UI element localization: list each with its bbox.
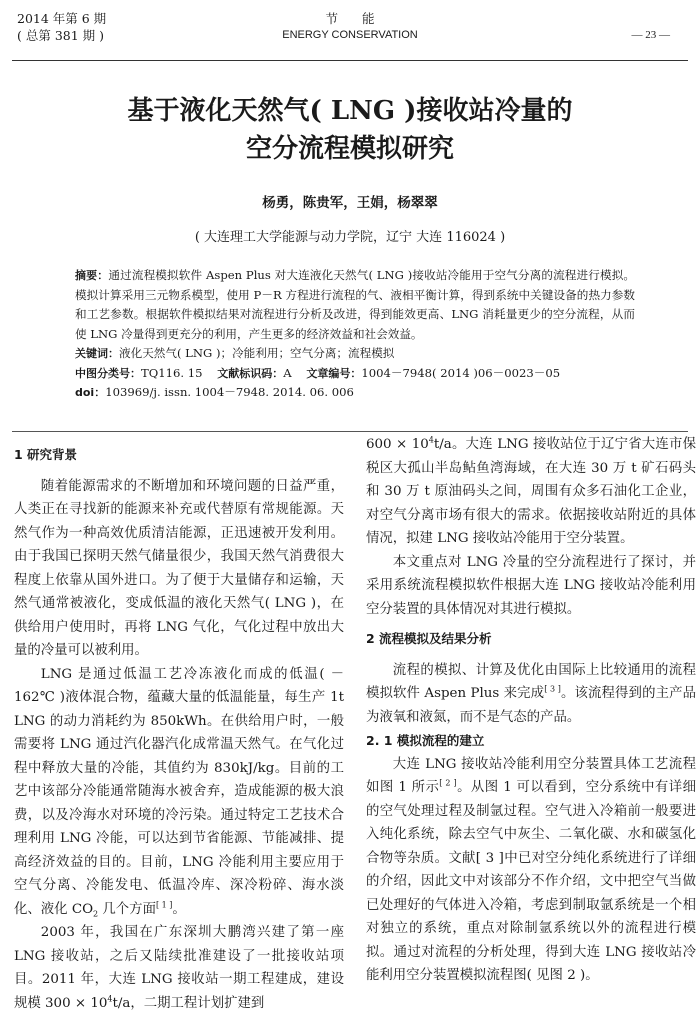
text-run: t/a，二期工程计划扩建到 <box>112 995 265 1011</box>
running-header <box>0 10 700 56</box>
paragraph <box>366 433 696 551</box>
section-heading-1: 1 研究背景 <box>14 447 78 462</box>
abstract-text: 通过流程模拟软件 Aspen Plus 对大连液化天然气( LNG )接收站冷能用于空气分离的流程进行模拟。模拟计算采用三元物系模型，使用 P－R 方程进行流程的气、液相平衡计算，得到系统中关键设备的热力参数和工艺参数。根据软件模拟结果对流程进行分析及改进，得到能效更高、LNG 消耗量更少的空分流程，从而使 LNG 冷量得到更充分的利用，产生更多的经济效益和社会效益。 <box>75 268 636 341</box>
paragraph: 本文重点对 LNG 冷量的空分流程进行了探讨，并采用系统流程模拟软件根据大连 LNG 接收站冷能利用空分装置的具体情况对其进行模拟。 <box>366 554 696 617</box>
text-run: LNG 是通过低温工艺冷冻液化而成的低温( －162℃ )液体混合物，蕴藏大量的低温能量，每生产 1t LNG 的动力消耗约为 850kWh。在供给用户时，一般需要将 LNG 通过汽化器汽化成常温天然气。在气化过程中释放大量的冷能，其值约为 830kJ/kg。目前的工艺中该部分冷能通常随海水被舍弃，造成能源的极大浪费，以及冷海水对环境的冷污染。通过特定工艺技术合理利用 LNG 冷能，可以达到节省能源、节能减排、提高经济效益的目的。目前，LNG 冷能利用主要应用于空气分离、冷能发电、低温冷库、深冷粉碎、海水淡化、液化 CO <box>14 666 344 917</box>
journal-name-cn: 节能 <box>325 11 399 26</box>
journal-name <box>0 10 700 44</box>
abstract-label: 摘要： <box>75 269 109 282</box>
text-run: 2003 年，我国在广东深圳大鹏湾兴建了第一座 LNG 接收站，之后又陆续批准建设了一批接收站项目。2011 年，大连 LNG 接收站一期工程建成，建设规模 300 × 10 <box>14 925 344 1011</box>
abstract <box>75 266 635 344</box>
article-number-value: 1004－7948( 2014 )06－0023－05 <box>361 365 561 380</box>
text-run: 。该流程得到的主产品为液氧和液氮，而不是气态的产品。 <box>366 686 696 725</box>
subsection-heading-2-1: 2. 1 模拟流程的建立 <box>366 733 485 748</box>
article-number-label: 文章编号： <box>306 366 362 380</box>
title-line-2: 空分流程模拟研究 <box>245 134 454 164</box>
affiliation: ( 大连理工大学能源与动力学院，辽宁 大连 116024 ) <box>194 230 506 245</box>
citation: [ 2 ] <box>439 778 457 788</box>
page-number: — 23 — <box>631 29 670 41</box>
doi-line <box>75 383 635 403</box>
citation: [ 3 ] <box>544 684 561 694</box>
volume-number: ( 总第 381 期 ) <box>17 28 105 43</box>
paragraph <box>14 663 344 922</box>
doc-code-value: A <box>283 365 292 380</box>
text-run: 流程的模拟、计算及优化由国际上比较通用的流程模拟软件 Aspen Plus 来完成 <box>366 662 696 701</box>
subscript: 2 <box>93 909 99 919</box>
text-run: 几个方面 <box>98 901 156 917</box>
paragraph <box>366 753 696 988</box>
doc-code-label: 文献标识码： <box>217 366 284 380</box>
left-column <box>14 431 344 1015</box>
paper-title <box>0 92 700 168</box>
section-heading-2: 2 流程模拟及结果分析 <box>366 631 492 646</box>
text-run: 。从图 1 可以看到，空分系统中有详细的空气处理过程及制氩过程。空气进入冷箱前一般要进入纯化系统，除去空气中灰尘、二氧化碳、水和碳氢化合物等杂质。文献[ 3 ]中已对空分纯化系统进行了详细的介绍，因此文中对该部分不作介绍，文中把空气当做已处理好的气体进入冷箱，考虑到制取氩系统是一个相对独立的系统，重点对除制氩系统以外的流程进行模拟。通过对流程的分析处理，得到大连 LNG 接收站冷能利用空分装置模拟流程图( 见图 2 )。 <box>366 780 696 983</box>
text-run: 。 <box>172 901 186 917</box>
abstract-block <box>75 266 635 403</box>
authors: 杨勇，陈贵军，王娟，杨翠翠 <box>262 195 438 211</box>
title-line-1: 基于液化天然气( LNG )接收站冷量的 <box>127 96 573 126</box>
paragraph <box>366 659 696 730</box>
issue-number: 2014 年第 6 期 <box>17 11 107 26</box>
keywords-text: 液化天然气( LNG )；冷能利用；空气分离；流程模拟 <box>119 346 395 360</box>
text-run: t/a。大连 LNG 接收站位于辽宁省大连市保税区大孤山半岛鲇鱼湾海域，在大连 30 万 t 矿石码头和 30 万 t 原油码头之间，周围有众多石油化工企业，对空气分离市场有很大的需求。依据接收站附近的具体情况，拟建 LNG 接收站冷能用于空分装置。 <box>366 437 696 546</box>
superscript: 4 <box>428 435 434 445</box>
right-column <box>366 431 696 988</box>
clc-label: 中图分类号： <box>75 366 141 380</box>
paragraph: 随着能源需求的不断增加和环境问题的日益严重，人类正在寻找新的能源来补充或代替原有常规能源。天然气作为一种高效优质清洁能源，正迅速被开发利用。由于我国已探明天然气储量很少，我国天然气消费很大程度上依靠从国外进口。为了便于大量储存和运输，天然气通常被液化，变成低温的液化天然气( LNG )，在供给用户使用时，再将 LNG 气化，气化过程中放出大量的冷量可以被利用。 <box>14 478 344 658</box>
doi-label: doi： <box>75 386 106 399</box>
keywords-label: 关键词： <box>75 347 119 360</box>
superscript: 4 <box>107 994 113 1004</box>
keywords <box>75 344 635 364</box>
journal-name-en: ENERGY CONSERVATION <box>282 29 418 41</box>
paragraph <box>14 921 344 1015</box>
classification-line <box>75 364 635 384</box>
text-run: 大连 LNG 接收站冷能利用空分装置具体工艺流程如图 1 所示 <box>366 756 696 795</box>
header-rule <box>12 60 688 61</box>
text-run: 600 × 10 <box>366 437 429 452</box>
doi-value: 103969/j. issn. 1004－7948. 2014. 06. 006 <box>105 385 354 399</box>
citation: [ 1 ] <box>155 900 173 910</box>
clc-value: TQ116. 15 <box>141 365 203 380</box>
